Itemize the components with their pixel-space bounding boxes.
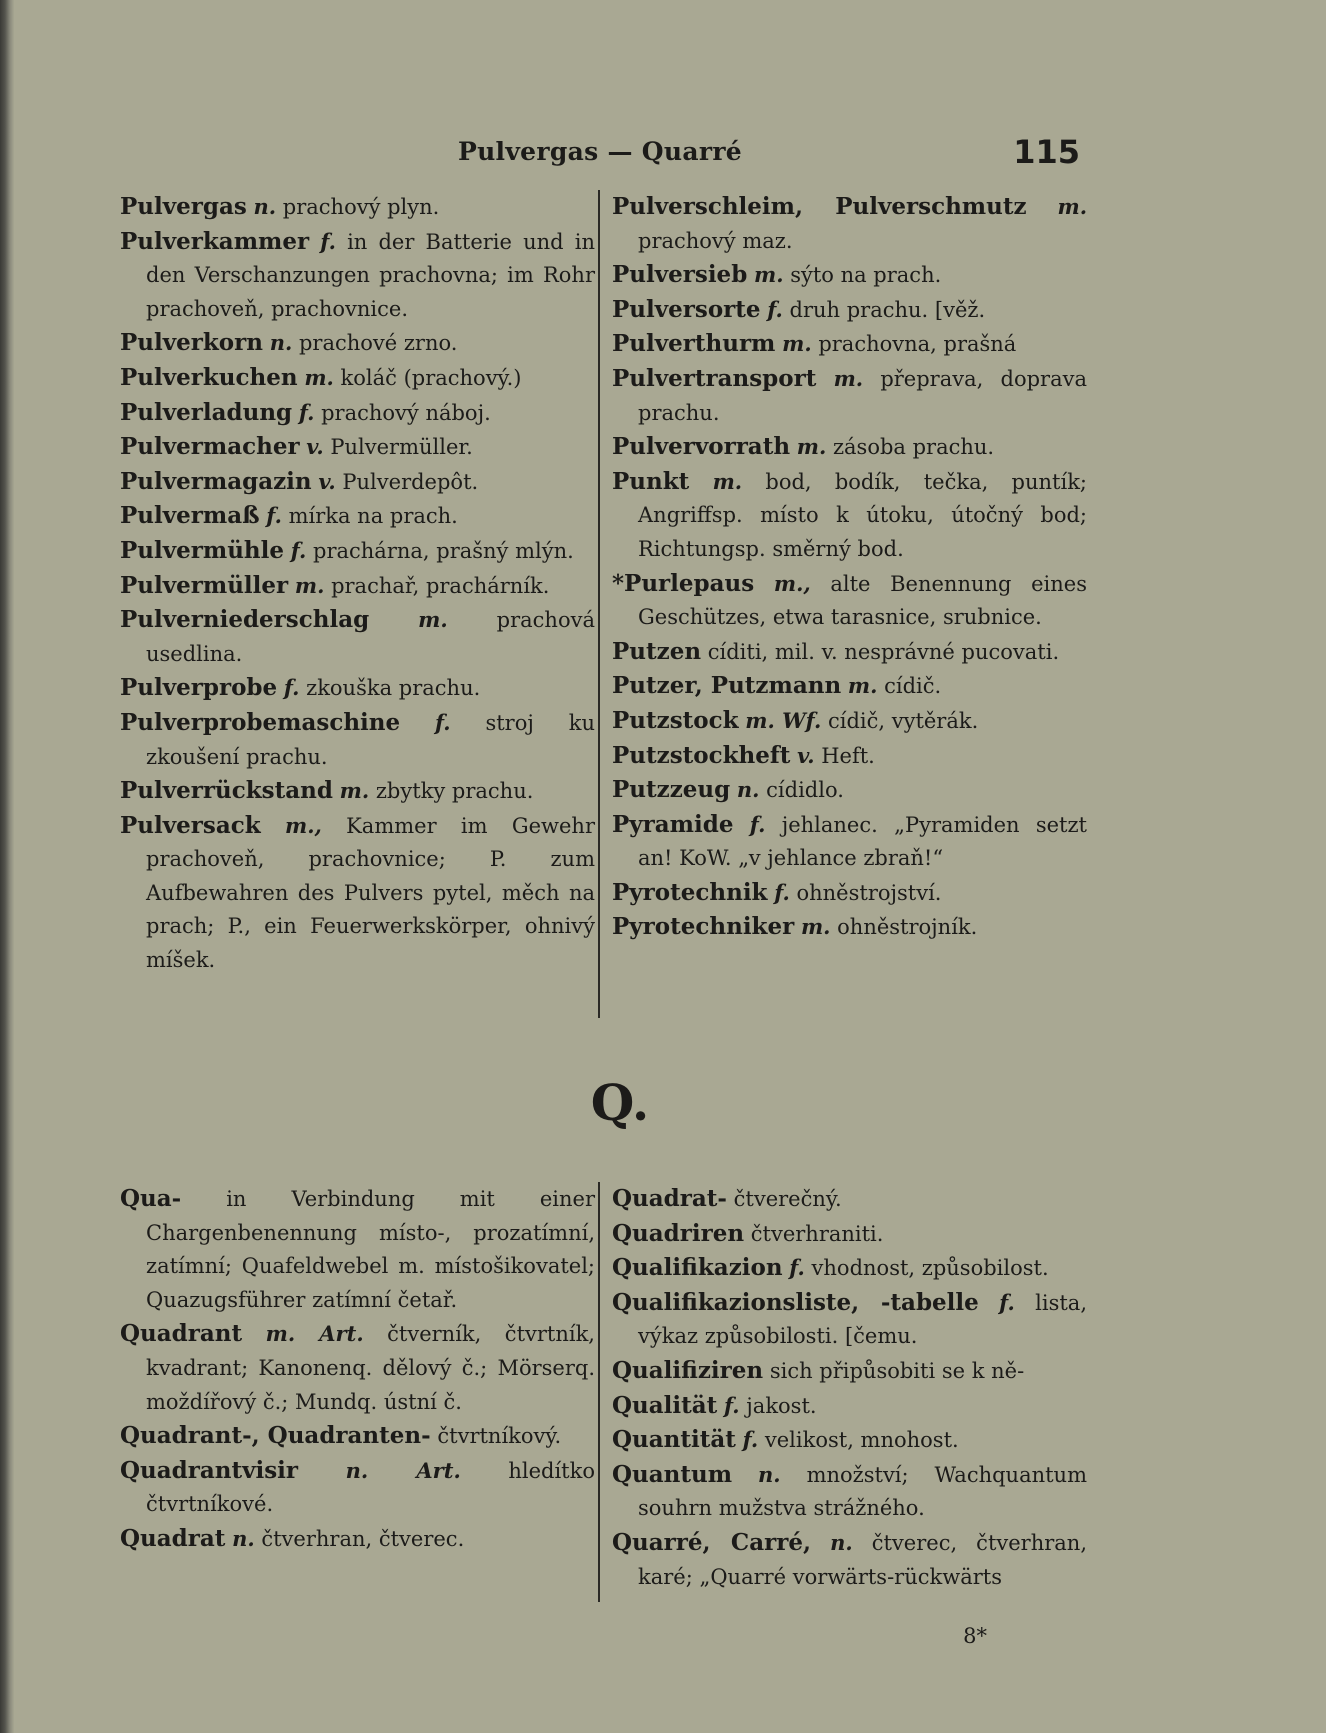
entry-headword: Pulverprobe bbox=[120, 674, 278, 702]
entry-headword: Quarré, Carré, bbox=[612, 1528, 812, 1556]
dictionary-entry bbox=[612, 1423, 1087, 1458]
entry-headword: Pulverkuchen bbox=[120, 363, 298, 391]
entry-grammar: v. bbox=[318, 468, 336, 494]
entry-translation: zkouška prachu. bbox=[306, 676, 481, 701]
dictionary-entry bbox=[120, 809, 595, 978]
entry-headword: Pyrotechnik bbox=[612, 878, 768, 906]
entry-translation: vhodnost, způsobilost. bbox=[811, 1256, 1049, 1281]
entry-translation: prachárna, prašný mlýn. bbox=[313, 538, 574, 563]
dictionary-entry bbox=[120, 190, 595, 225]
entry-translation: prachový plyn. bbox=[282, 195, 440, 219]
entry-headword: Pulvervorrath bbox=[612, 433, 791, 461]
entry-headword: Pulverkorn bbox=[120, 329, 263, 357]
running-title: Pulvergas — Quarré bbox=[457, 137, 743, 166]
entry-grammar: n. bbox=[830, 1529, 853, 1555]
dictionary-entry bbox=[612, 1217, 1087, 1252]
entry-headword: Pulverthurm bbox=[612, 330, 776, 358]
entry-translation: prachovna, prašná bbox=[818, 332, 1017, 357]
entry-translation: prachař, prachárník. bbox=[331, 573, 550, 598]
entry-translation: Kammer im Gewehr prachoveň, prachovnice; P. zum Aufbewahren des Pulvers pytel, měch na prach; P., ein Feuerwerkskörper, ohnivý míšek. bbox=[146, 813, 595, 973]
entry-translation: čtverec, čtverhran, karé; „Quarré vorwärts-rückwärts bbox=[638, 1530, 1087, 1589]
dictionary-entry bbox=[612, 1389, 1087, 1424]
entry-headword: Pulvertransport bbox=[612, 364, 817, 392]
entry-headword: Punkt bbox=[612, 467, 690, 495]
entry-headword: Putzzeug bbox=[612, 776, 731, 804]
dictionary-entry bbox=[120, 326, 595, 361]
entry-headword: Pulversieb bbox=[612, 261, 748, 289]
dictionary-entry bbox=[612, 362, 1087, 430]
dictionary-entry bbox=[612, 1286, 1087, 1354]
entry-grammar: f. bbox=[742, 1427, 759, 1453]
column-top-left bbox=[120, 190, 595, 978]
entry-headword: Putzen bbox=[612, 637, 702, 665]
entry-grammar: m. bbox=[847, 673, 878, 699]
entry-headword: Quadrat- bbox=[612, 1185, 727, 1212]
dictionary-entry bbox=[120, 706, 595, 774]
entry-headword: Pulvermaß bbox=[120, 502, 260, 530]
column-bottom-left bbox=[120, 1182, 595, 1557]
dictionary-entry bbox=[120, 225, 595, 327]
dictionary-entry bbox=[120, 1454, 595, 1522]
entry-headword: Pulvermüller bbox=[120, 571, 289, 599]
entry-headword: Qualität bbox=[612, 1391, 718, 1419]
entry-translation: zbytky prachu. bbox=[375, 779, 534, 804]
entry-grammar: m. bbox=[1057, 194, 1087, 219]
entry-headword: Pyramide bbox=[612, 810, 734, 838]
entry-grammar: m. bbox=[796, 434, 827, 460]
entry-grammar: f. bbox=[435, 709, 451, 735]
entry-translation: čtvrtníkový. bbox=[437, 1424, 562, 1449]
entry-grammar: m. bbox=[294, 572, 325, 598]
dictionary-entry bbox=[612, 1526, 1087, 1594]
dictionary-entry bbox=[612, 739, 1087, 774]
dictionary-entry bbox=[120, 1182, 595, 1317]
dictionary-entry bbox=[120, 1522, 595, 1557]
entry-grammar: m. bbox=[753, 262, 784, 288]
entry-grammar: f. bbox=[749, 811, 766, 837]
entry-headword: Pulverprobemaschine bbox=[120, 708, 401, 736]
entry-grammar: f. bbox=[283, 675, 300, 701]
entry-translation: cídič. bbox=[884, 674, 942, 699]
dictionary-entry bbox=[120, 603, 595, 671]
entry-headword: Pulverrückstand bbox=[120, 777, 333, 805]
entry-grammar: n. Art. bbox=[345, 1457, 461, 1483]
entry-grammar: n. bbox=[232, 1525, 255, 1551]
dictionary-entry bbox=[612, 1458, 1087, 1526]
column-divider-top bbox=[598, 190, 600, 1018]
entry-headword: Pulvergas bbox=[120, 193, 247, 220]
entry-headword: Quadrantvisir bbox=[120, 1456, 299, 1484]
entry-grammar: m. bbox=[782, 331, 812, 357]
entry-headword: Pulvermacher bbox=[120, 433, 300, 461]
entry-translation: mírka na prach. bbox=[288, 504, 458, 529]
entry-headword: Pulverschleim, Pulverschmutz bbox=[612, 193, 1027, 220]
entry-headword: Quantität bbox=[612, 1426, 736, 1454]
dictionary-entry bbox=[612, 430, 1087, 465]
dictionary-entry bbox=[612, 1251, 1087, 1286]
entry-grammar: m. bbox=[712, 468, 743, 494]
dictionary-entry bbox=[612, 465, 1087, 567]
entry-translation: čtverhraniti. bbox=[750, 1221, 884, 1246]
entry-translation: cídidlo. bbox=[766, 778, 844, 803]
entry-headword: Pulverniederschlag bbox=[120, 606, 370, 634]
entry-translation: lista, výkaz způsobilosti. [čemu. bbox=[638, 1290, 1087, 1349]
entry-translation: koláč (prachový.) bbox=[340, 365, 522, 390]
entry-translation: druh prachu. [věž. bbox=[789, 297, 986, 322]
dictionary-entry bbox=[120, 671, 595, 706]
entry-headword: Pyrotechniker bbox=[612, 913, 795, 941]
dictionary-entry bbox=[120, 396, 595, 431]
entry-headword: Pulversack bbox=[120, 811, 261, 839]
entry-translation: Pulvermüller. bbox=[330, 435, 473, 460]
entry-translation: prachový náboj. bbox=[321, 400, 491, 425]
entry-grammar: f. bbox=[266, 503, 282, 529]
entry-headword: Pulverladung bbox=[120, 398, 293, 426]
dictionary-entry bbox=[120, 361, 595, 396]
entry-translation: čtverečný. bbox=[733, 1187, 842, 1211]
entry-grammar: f. bbox=[298, 399, 315, 425]
entry-headword: Qualifikazionsliste, -tabelle bbox=[612, 1288, 979, 1316]
entry-translation: ohněstrojník. bbox=[837, 915, 978, 940]
dictionary-entry bbox=[612, 910, 1087, 945]
entry-grammar: n. bbox=[269, 330, 293, 356]
dictionary-entry bbox=[120, 1317, 595, 1419]
entry-grammar: m. bbox=[800, 914, 831, 940]
entry-grammar: f. bbox=[774, 879, 790, 905]
printer-signature: 8* bbox=[963, 1624, 987, 1648]
entry-grammar: m. Art. bbox=[265, 1321, 364, 1347]
entry-translation: prachové zrno. bbox=[298, 331, 458, 356]
entry-translation: prachový maz. bbox=[638, 228, 793, 253]
page-number: 115 bbox=[1013, 133, 1080, 171]
entry-grammar: m., bbox=[773, 570, 811, 596]
entry-headword: Quantum bbox=[612, 1460, 733, 1488]
entry-headword: Pulverkammer bbox=[120, 227, 310, 255]
entry-translation: Heft. bbox=[821, 743, 875, 768]
dictionary-entry bbox=[120, 569, 595, 604]
entry-headword: Quadrat bbox=[120, 1524, 226, 1552]
entry-translation: sich připůsobiti se k ně- bbox=[769, 1358, 1025, 1383]
page-header bbox=[120, 133, 1080, 173]
dictionary-entry bbox=[612, 327, 1087, 362]
entry-headword: Pulversorte bbox=[612, 295, 761, 323]
entry-grammar: n. bbox=[736, 777, 760, 803]
entry-headword: Quadrant-, Quadranten- bbox=[120, 1422, 431, 1450]
dictionary-entry bbox=[612, 1182, 1087, 1217]
entry-translation: velikost, mnohost. bbox=[764, 1428, 959, 1453]
entry-translation: alte Benennung eines Geschützes, etwa tarasnice, srubnice. bbox=[638, 571, 1087, 630]
column-bottom-right bbox=[612, 1182, 1087, 1594]
entry-translation: jakost. bbox=[746, 1393, 817, 1418]
entry-translation: čtverhran, čtverec. bbox=[261, 1526, 465, 1551]
entry-translation: sýto na prach. bbox=[790, 263, 942, 288]
entry-translation: jehlanec. „Pyramiden setzt an! KoW. „v jehlance zbraň!“ bbox=[638, 812, 1087, 871]
entry-translation: přeprava, doprava prachu. bbox=[638, 366, 1087, 425]
dictionary-entry bbox=[612, 293, 1087, 328]
entry-grammar: f. bbox=[789, 1255, 805, 1281]
dictionary-entry bbox=[120, 534, 595, 569]
entry-translation: bod, bodík, tečka, puntík; Angriffsp. místo k útoku, útočný bod; Richtungsp. směrný bod. bbox=[638, 469, 1087, 561]
dictionary-entry bbox=[612, 1354, 1087, 1389]
dictionary-entry bbox=[120, 1419, 595, 1454]
entry-translation: in Verbindung mit einer Chargenbenennung místo-, prozatímní, zatímní; Quafeldwebel m. místošikovatel; Quazugsführer zatímní četař. bbox=[146, 1187, 595, 1312]
entry-grammar: m. bbox=[833, 365, 864, 391]
entry-translation: ohněstrojství. bbox=[796, 880, 942, 905]
entry-translation: množství; Wachquantum souhrn mužstva strážného. bbox=[638, 1462, 1087, 1521]
dictionary-entry bbox=[120, 430, 595, 465]
entry-headword: Putzer, Putzmann bbox=[612, 672, 842, 700]
entry-grammar: v. bbox=[797, 742, 815, 768]
section-letter: Q. bbox=[590, 1073, 650, 1132]
dictionary-entry bbox=[612, 635, 1087, 670]
dictionary-entry bbox=[612, 567, 1087, 635]
entry-headword: Putzstock bbox=[612, 706, 739, 734]
entry-grammar: f. bbox=[999, 1289, 1015, 1315]
entry-grammar: f. bbox=[290, 537, 307, 563]
column-divider-bottom bbox=[598, 1182, 600, 1602]
entry-headword: Putzstockheft bbox=[612, 741, 791, 769]
column-top-right bbox=[612, 190, 1087, 945]
entry-grammar: n. bbox=[253, 194, 277, 219]
entry-translation: cídič, vytěrák. bbox=[827, 708, 979, 733]
dictionary-entry bbox=[612, 258, 1087, 293]
dictionary-entry bbox=[612, 773, 1087, 808]
entry-grammar: f. bbox=[767, 296, 783, 322]
dictionary-entry bbox=[612, 669, 1087, 704]
entry-grammar: m. bbox=[418, 607, 448, 633]
signature-block bbox=[612, 1618, 1087, 1654]
entry-translation: cíditi, mil. v. nesprávné pucovati. bbox=[707, 639, 1060, 664]
entry-headword: Qualifiziren bbox=[612, 1356, 764, 1384]
entry-headword: Quadrant bbox=[120, 1320, 243, 1348]
entry-grammar: f. bbox=[723, 1392, 740, 1418]
entry-grammar: m. bbox=[339, 778, 370, 804]
entry-headword: Pulvermagazin bbox=[120, 467, 312, 495]
entry-headword: Qua- bbox=[120, 1185, 182, 1212]
dictionary-entry bbox=[612, 704, 1087, 739]
dictionary-entry bbox=[612, 190, 1087, 258]
dictionary-entry bbox=[120, 465, 595, 500]
entry-translation: prachová usedlina. bbox=[146, 608, 595, 666]
entry-translation: čtverník, čtvrtník, kvadrant; Kanonenq. dělový č.; Mörserq. moždířový č.; Mundq. ústní č. bbox=[146, 1322, 595, 1414]
entry-grammar: f. bbox=[320, 228, 336, 254]
entry-headword: Quadriren bbox=[612, 1219, 745, 1247]
entry-headword: Pulvermühle bbox=[120, 536, 285, 564]
entry-grammar: v. bbox=[306, 434, 324, 460]
entry-translation: zásoba prachu. bbox=[832, 435, 995, 460]
entry-translation: hledítko čtvrtníkové. bbox=[146, 1458, 595, 1517]
entry-translation: Pulverdepôt. bbox=[342, 469, 479, 494]
entry-translation: in der Batterie und in den Verschanzungen prachovna; im Rohr prachoveň, prachovnice. bbox=[146, 229, 595, 321]
dictionary-entry bbox=[612, 808, 1087, 876]
entry-grammar: m., bbox=[284, 812, 322, 838]
dictionary-entry bbox=[120, 499, 595, 534]
entry-translation: stroj ku zkoušení prachu. bbox=[146, 710, 595, 769]
entry-grammar: m. bbox=[304, 364, 334, 390]
entry-grammar: n. bbox=[758, 1461, 781, 1487]
dictionary-entry bbox=[612, 876, 1087, 911]
entry-headword: Qualifikazion bbox=[612, 1254, 783, 1282]
entry-grammar: m. Wf. bbox=[745, 707, 822, 733]
dictionary-entry bbox=[120, 774, 595, 809]
entry-headword: *Purlepaus bbox=[612, 569, 755, 597]
